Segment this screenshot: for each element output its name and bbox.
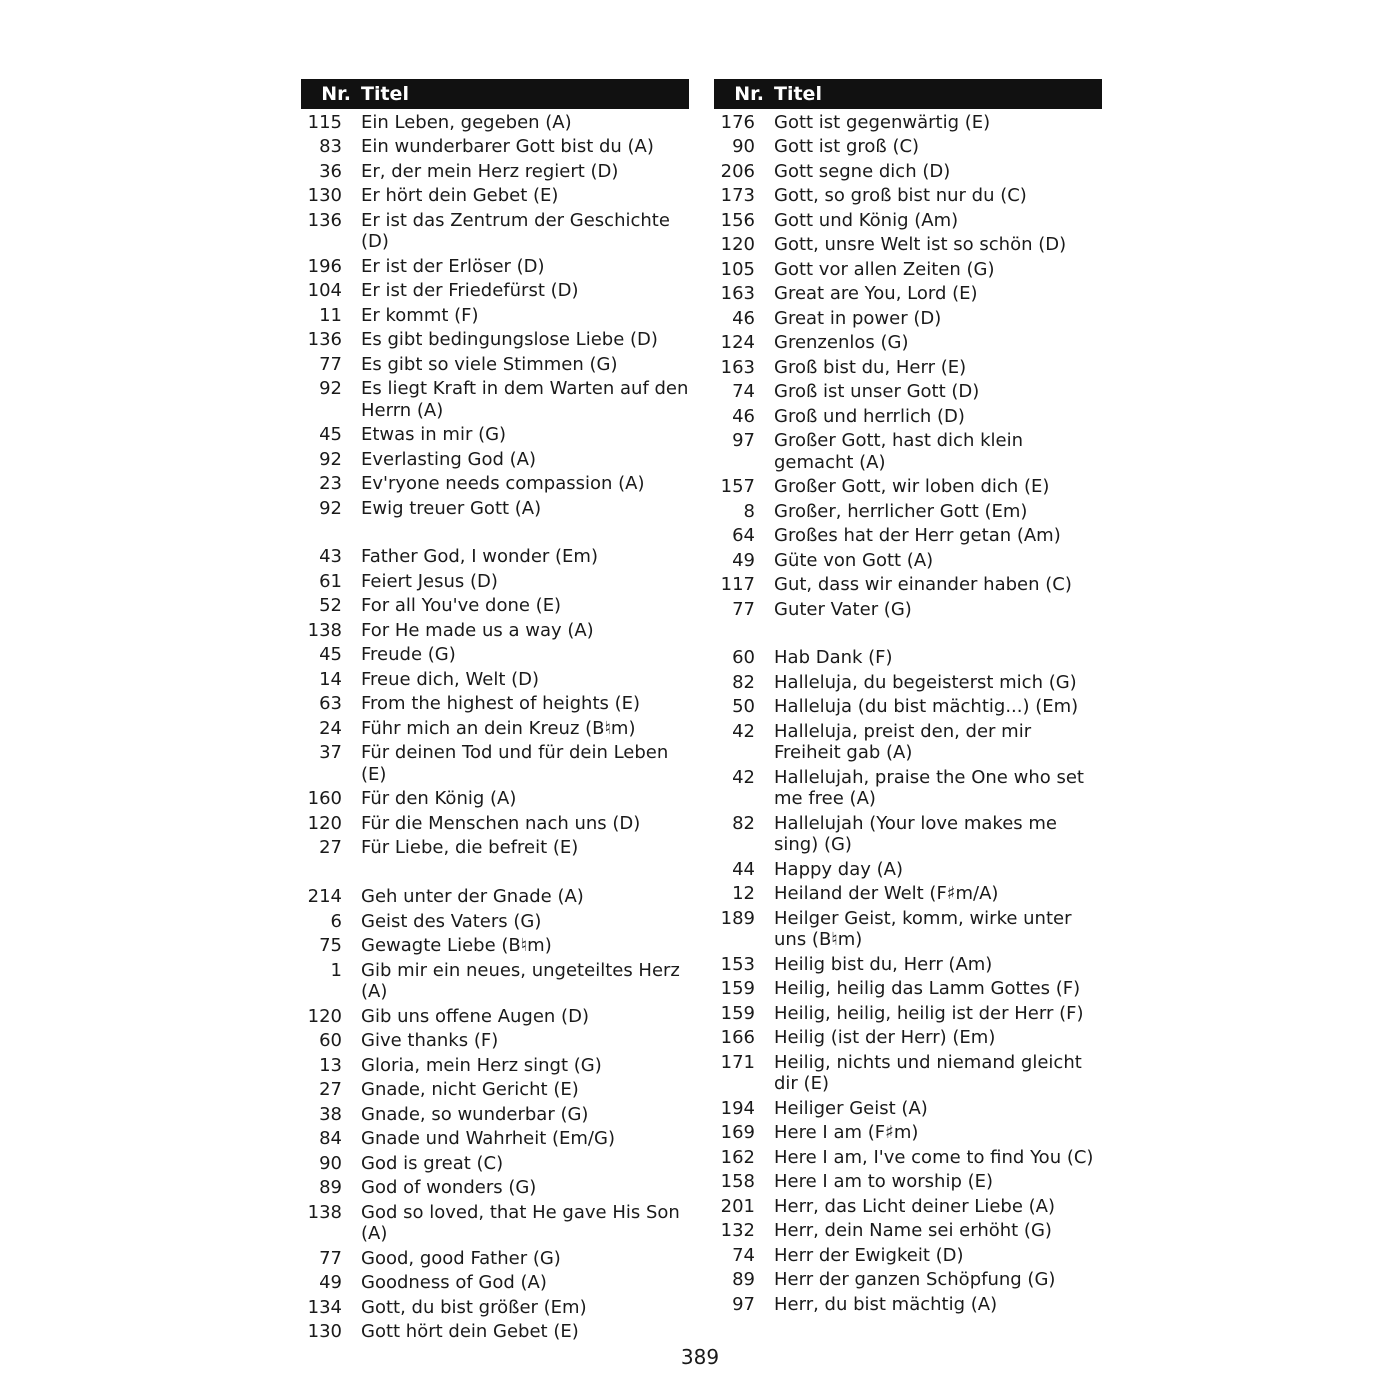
song-number: 124	[720, 332, 755, 353]
index-row	[714, 1170, 1102, 1195]
index-row	[301, 159, 689, 184]
song-title: Great are You, Lord (E)	[774, 283, 978, 304]
song-number: 201	[720, 1195, 755, 1217]
index-row	[714, 1026, 1102, 1051]
song-number: 37	[319, 742, 342, 764]
song-number: 60	[319, 1030, 342, 1052]
song-title: Er ist der Friedefürst (D)	[361, 280, 579, 301]
index-column-right	[714, 79, 1102, 1317]
index-row	[714, 695, 1102, 720]
index-row	[714, 906, 1102, 952]
song-number: 13	[319, 1054, 342, 1076]
song-title: Ein wunderbarer Gott bist du (A)	[361, 136, 654, 157]
song-number: 92	[319, 497, 342, 519]
index-row	[714, 1121, 1102, 1146]
index-row	[714, 882, 1102, 907]
song-title: Feiert Jesus (D)	[361, 570, 498, 592]
song-title: Herr, du bist mächtig (A)	[774, 1293, 998, 1315]
song-title: Für deinen Tod und für dein Leben (E)	[361, 742, 669, 785]
song-title: Heilig, heilig das Lamm Gottes (F)	[774, 978, 1081, 1000]
song-number: 75	[319, 935, 342, 957]
song-number: 130	[307, 185, 342, 206]
song-number: 130	[307, 1321, 342, 1343]
song-number: 49	[319, 1272, 342, 1294]
song-title: Gott und König (Am)	[774, 209, 959, 231]
song-title: Groß bist du, Herr (E)	[774, 356, 967, 378]
song-number: 45	[319, 424, 342, 445]
song-title: Ewig treuer Gott (A)	[361, 497, 542, 519]
song-title: Heilger Geist, komm, wirke unter uns (B♮m)	[774, 907, 1072, 951]
song-number: 64	[732, 525, 755, 546]
index-row	[714, 597, 1102, 622]
index-row	[301, 885, 689, 910]
song-number: 77	[319, 1247, 342, 1269]
song-number: 42	[732, 720, 755, 742]
song-title: Für die Menschen nach uns (D)	[361, 812, 641, 834]
song-title: Er ist das Zentrum der Geschichte (D)	[361, 209, 670, 252]
index-row	[301, 1320, 689, 1345]
song-title: Here I am, I've come to find You (C)	[774, 1146, 1094, 1168]
index-row	[714, 135, 1102, 160]
index-row	[301, 692, 689, 717]
song-title: Herr der Ewigkeit (D)	[774, 1244, 964, 1266]
index-row	[301, 135, 689, 160]
index-row	[301, 643, 689, 668]
song-number: 61	[319, 570, 342, 592]
song-number: 38	[319, 1103, 342, 1125]
index-row	[301, 741, 689, 787]
song-number: 163	[720, 283, 755, 304]
song-title: Ein Leben, gegeben (A)	[361, 111, 572, 133]
song-title: Freue dich, Welt (D)	[361, 668, 540, 690]
song-number: 36	[319, 160, 342, 182]
index-row	[714, 719, 1102, 765]
index-row	[301, 1271, 689, 1296]
index-row	[714, 1050, 1102, 1096]
song-number: 169	[720, 1122, 755, 1144]
song-number: 160	[307, 788, 342, 810]
index-row	[301, 1151, 689, 1176]
song-title: Etwas in mir (G)	[361, 424, 507, 445]
index-row	[301, 1295, 689, 1320]
song-number: 90	[319, 1152, 342, 1174]
song-number: 158	[720, 1171, 755, 1193]
song-title: Gib uns offene Augen (D)	[361, 1005, 589, 1027]
index-list	[714, 110, 1102, 1317]
song-number: 27	[319, 1079, 342, 1101]
song-title: Er hört dein Gebet (E)	[361, 185, 559, 206]
song-title: Gnade, nicht Gericht (E)	[361, 1079, 579, 1101]
song-title: God of wonders (G)	[361, 1177, 537, 1199]
song-title: Hab Dank (F)	[774, 647, 893, 669]
header-nr: Nr.	[321, 83, 351, 105]
index-row	[714, 857, 1102, 882]
index-row	[714, 475, 1102, 500]
song-number: 27	[319, 837, 342, 859]
index-row	[301, 1102, 689, 1127]
index-row	[301, 716, 689, 741]
index-row	[714, 404, 1102, 429]
song-title: Grenzenlos (G)	[774, 332, 909, 353]
song-title: Gut, dass wir einander haben (C)	[774, 574, 1072, 595]
song-number: 189	[720, 907, 755, 929]
song-number: 89	[732, 1269, 755, 1291]
song-title: Everlasting God (A)	[361, 448, 536, 470]
song-title: Heilig bist du, Herr (Am)	[774, 953, 993, 975]
song-number: 49	[732, 549, 755, 571]
song-number: 163	[720, 356, 755, 378]
index-row	[714, 765, 1102, 811]
index-row	[714, 380, 1102, 405]
song-title: Großer, herrlicher Gott (Em)	[774, 500, 1028, 522]
song-number: 115	[307, 111, 342, 133]
song-number: 134	[307, 1296, 342, 1318]
song-number: 97	[732, 430, 755, 451]
song-number: 104	[307, 280, 342, 301]
header-title: Titel	[361, 83, 409, 105]
song-number: 1	[330, 959, 342, 981]
song-title: Für den König (A)	[361, 788, 517, 810]
index-row	[714, 159, 1102, 184]
index-row	[714, 548, 1102, 573]
song-title: Heilig, heilig, heilig ist der Herr (F)	[774, 1002, 1084, 1024]
index-row	[301, 1029, 689, 1054]
song-number: 82	[732, 671, 755, 693]
index-row	[714, 1096, 1102, 1121]
song-number: 42	[732, 766, 755, 788]
song-number: 45	[319, 644, 342, 666]
song-title: Großes hat der Herr getan (Am)	[774, 525, 1061, 546]
index-row	[714, 977, 1102, 1002]
page-number: 389	[680, 1345, 720, 1369]
song-title: God so loved, that He gave His Son (A)	[361, 1201, 680, 1245]
song-number: 24	[319, 717, 342, 739]
song-number: 194	[720, 1097, 755, 1119]
song-title: Gott, so groß bist nur du (C)	[774, 185, 1027, 206]
song-number: 63	[319, 693, 342, 715]
song-title: Führ mich an dein Kreuz (B♮m)	[361, 717, 636, 739]
song-number: 90	[732, 136, 755, 157]
song-title: For He made us a way (A)	[361, 619, 594, 641]
song-title: Halleluja (du bist mächtig...) (Em)	[774, 696, 1079, 718]
song-title: Gewagte Liebe (B♮m)	[361, 935, 552, 957]
index-row	[714, 811, 1102, 857]
song-title: Great in power (D)	[774, 307, 942, 329]
song-title: Hallelujah, praise the One who set me free (A)	[774, 766, 1084, 810]
song-title: Herr, das Licht deiner Liebe (A)	[774, 1195, 1055, 1217]
song-number: 92	[319, 448, 342, 470]
song-number: 138	[307, 1201, 342, 1223]
song-title: Gott hört dein Gebet (E)	[361, 1321, 579, 1343]
header-nr: Nr.	[734, 83, 764, 105]
song-number: 120	[307, 1005, 342, 1027]
song-number: 162	[720, 1146, 755, 1168]
song-number: 89	[319, 1177, 342, 1199]
index-row	[301, 836, 689, 861]
song-title: Er, der mein Herz regiert (D)	[361, 160, 619, 182]
index-row	[301, 1200, 689, 1246]
index-row	[714, 110, 1102, 135]
song-title: Heilig, nichts und niemand gleicht dir (E)	[774, 1051, 1082, 1095]
song-number: 171	[720, 1051, 755, 1073]
song-number: 23	[319, 473, 342, 494]
index-row	[714, 331, 1102, 356]
song-title: Herr, dein Name sei erhöht (G)	[774, 1220, 1052, 1242]
song-title: Gott segne dich (D)	[774, 160, 951, 182]
song-title: Großer Gott, hast dich klein gemacht (A)	[774, 430, 1023, 473]
index-row	[301, 545, 689, 570]
index-row	[301, 1053, 689, 1078]
song-title: Für Liebe, die befreit (E)	[361, 837, 579, 859]
index-row	[714, 1292, 1102, 1317]
song-number: 50	[732, 696, 755, 718]
song-title: Halleluja, preist den, der mir Freiheit gab (A)	[774, 720, 1032, 764]
song-number: 105	[720, 258, 755, 280]
index-row	[714, 429, 1102, 475]
index-row	[301, 496, 689, 521]
song-title: Heiland der Welt (F♯m/A)	[774, 883, 999, 905]
index-row	[301, 1246, 689, 1271]
index-row	[301, 787, 689, 812]
song-title: For all You've done (E)	[361, 595, 562, 617]
song-title: Ev'ryone needs compassion (A)	[361, 473, 645, 494]
song-title: Guter Vater (G)	[774, 598, 912, 620]
song-number: 136	[307, 329, 342, 350]
song-number: 159	[720, 1002, 755, 1024]
index-row	[714, 184, 1102, 209]
index-row	[301, 254, 689, 279]
index-row	[301, 447, 689, 472]
song-title: Hallelujah (Your love makes me sing) (G)	[774, 812, 1057, 856]
index-column-left	[301, 79, 689, 1344]
song-title: Geist des Vaters (G)	[361, 910, 542, 932]
song-number: 6	[330, 910, 342, 932]
index-row	[301, 208, 689, 254]
index-row	[301, 1078, 689, 1103]
index-row	[301, 1176, 689, 1201]
song-title: Groß und herrlich (D)	[774, 405, 965, 427]
song-number: 77	[732, 598, 755, 620]
index-row	[301, 934, 689, 959]
index-row	[301, 594, 689, 619]
index-row	[714, 233, 1102, 258]
song-title: Father God, I wonder (Em)	[361, 546, 598, 568]
index-row	[714, 355, 1102, 380]
index-row	[301, 569, 689, 594]
song-title: Es gibt bedingungslose Liebe (D)	[361, 329, 658, 350]
song-title: Happy day (A)	[774, 858, 903, 880]
index-row	[714, 499, 1102, 524]
song-number: 159	[720, 978, 755, 1000]
index-row	[301, 184, 689, 209]
song-title: Gloria, mein Herz singt (G)	[361, 1054, 602, 1076]
song-title: Gib mir ein neues, ungeteiltes Herz (A)	[361, 959, 680, 1003]
index-row	[301, 352, 689, 377]
song-number: 74	[732, 1244, 755, 1266]
index-row	[714, 1194, 1102, 1219]
index-row	[714, 1243, 1102, 1268]
song-number: 136	[307, 209, 342, 231]
song-title: Gnade und Wahrheit (Em/G)	[361, 1128, 615, 1150]
song-number: 120	[720, 234, 755, 255]
song-number: 43	[319, 546, 342, 568]
song-number: 77	[319, 353, 342, 375]
table-header	[301, 79, 689, 109]
index-row	[301, 328, 689, 353]
song-title: Großer Gott, wir loben dich (E)	[774, 476, 1050, 497]
index-row	[301, 1127, 689, 1152]
song-number: 84	[319, 1128, 342, 1150]
index-row	[714, 306, 1102, 331]
index-row	[301, 472, 689, 497]
song-title: Es gibt so viele Stimmen (G)	[361, 353, 618, 375]
index-row	[714, 670, 1102, 695]
song-title: Gott ist gegenwärtig (E)	[774, 111, 991, 133]
song-title: Here I am (F♯m)	[774, 1122, 919, 1144]
index-row	[714, 282, 1102, 307]
song-title: Er kommt (F)	[361, 304, 479, 326]
song-title: Geh unter der Gnade (A)	[361, 886, 584, 908]
song-number: 176	[720, 111, 755, 133]
song-number: 60	[732, 647, 755, 669]
song-number: 83	[319, 136, 342, 157]
song-number: 46	[732, 405, 755, 427]
index-row	[301, 303, 689, 328]
index-row	[714, 1145, 1102, 1170]
song-title: Good, good Father (G)	[361, 1247, 561, 1269]
song-number: 97	[732, 1293, 755, 1315]
index-row	[301, 811, 689, 836]
header-title: Titel	[774, 83, 822, 105]
song-title: Güte von Gott (A)	[774, 549, 934, 571]
index-row	[714, 573, 1102, 598]
index-row	[714, 1219, 1102, 1244]
song-title: Gott, unsre Welt ist so schön (D)	[774, 234, 1067, 255]
index-row	[714, 952, 1102, 977]
song-title: Es liegt Kraft in dem Warten auf den Herrn (A)	[361, 378, 689, 421]
table-header	[714, 79, 1102, 109]
song-number: 120	[307, 812, 342, 834]
song-number: 82	[732, 812, 755, 834]
song-title: Goodness of God (A)	[361, 1272, 547, 1294]
song-title: Gnade, so wunderbar (G)	[361, 1103, 589, 1125]
song-title: God is great (C)	[361, 1152, 504, 1174]
song-title: Er ist der Erlöser (D)	[361, 255, 545, 277]
index-row	[714, 257, 1102, 282]
song-number: 166	[720, 1027, 755, 1049]
song-title: Gott, du bist größer (Em)	[361, 1296, 587, 1318]
song-title: Gott ist groß (C)	[774, 136, 920, 157]
song-title: Halleluja, du begeisterst mich (G)	[774, 671, 1077, 693]
song-number: 132	[720, 1220, 755, 1242]
song-number: 206	[720, 160, 755, 182]
song-title: Herr der ganzen Schöpfung (G)	[774, 1269, 1056, 1291]
index-row	[301, 958, 689, 1004]
index-row	[301, 377, 689, 423]
index-row	[301, 110, 689, 135]
song-title: Heilig (ist der Herr) (Em)	[774, 1027, 996, 1049]
song-title: Groß ist unser Gott (D)	[774, 381, 980, 402]
index-row	[714, 1001, 1102, 1026]
song-number: 8	[743, 500, 755, 522]
song-number: 92	[319, 378, 342, 399]
index-row	[301, 618, 689, 643]
song-number: 44	[732, 858, 755, 880]
song-title: Here I am to worship (E)	[774, 1171, 994, 1193]
song-number: 46	[732, 307, 755, 329]
index-row	[714, 646, 1102, 671]
song-title: From the highest of heights (E)	[361, 693, 641, 715]
song-title: Freude (G)	[361, 644, 456, 666]
index-row	[301, 423, 689, 448]
song-title: Gott vor allen Zeiten (G)	[774, 258, 995, 280]
song-number: 52	[319, 595, 342, 617]
song-number: 156	[720, 209, 755, 231]
song-title: Heiliger Geist (A)	[774, 1097, 928, 1119]
index-row	[301, 667, 689, 692]
song-number: 153	[720, 953, 755, 975]
index-row	[714, 1268, 1102, 1293]
index-row	[301, 279, 689, 304]
song-number: 14	[319, 668, 342, 690]
song-number: 11	[319, 304, 342, 326]
song-number: 196	[307, 255, 342, 277]
song-number: 157	[720, 476, 755, 497]
song-number: 173	[720, 185, 755, 206]
song-number: 12	[732, 883, 755, 905]
index-row	[714, 208, 1102, 233]
song-number: 74	[732, 381, 755, 402]
song-number: 138	[307, 619, 342, 641]
song-number: 117	[720, 574, 755, 595]
index-row	[714, 524, 1102, 549]
song-title: Give thanks (F)	[361, 1030, 499, 1052]
index-row	[301, 1004, 689, 1029]
song-number: 214	[307, 886, 342, 908]
index-row	[301, 909, 689, 934]
index-list	[301, 110, 689, 1344]
